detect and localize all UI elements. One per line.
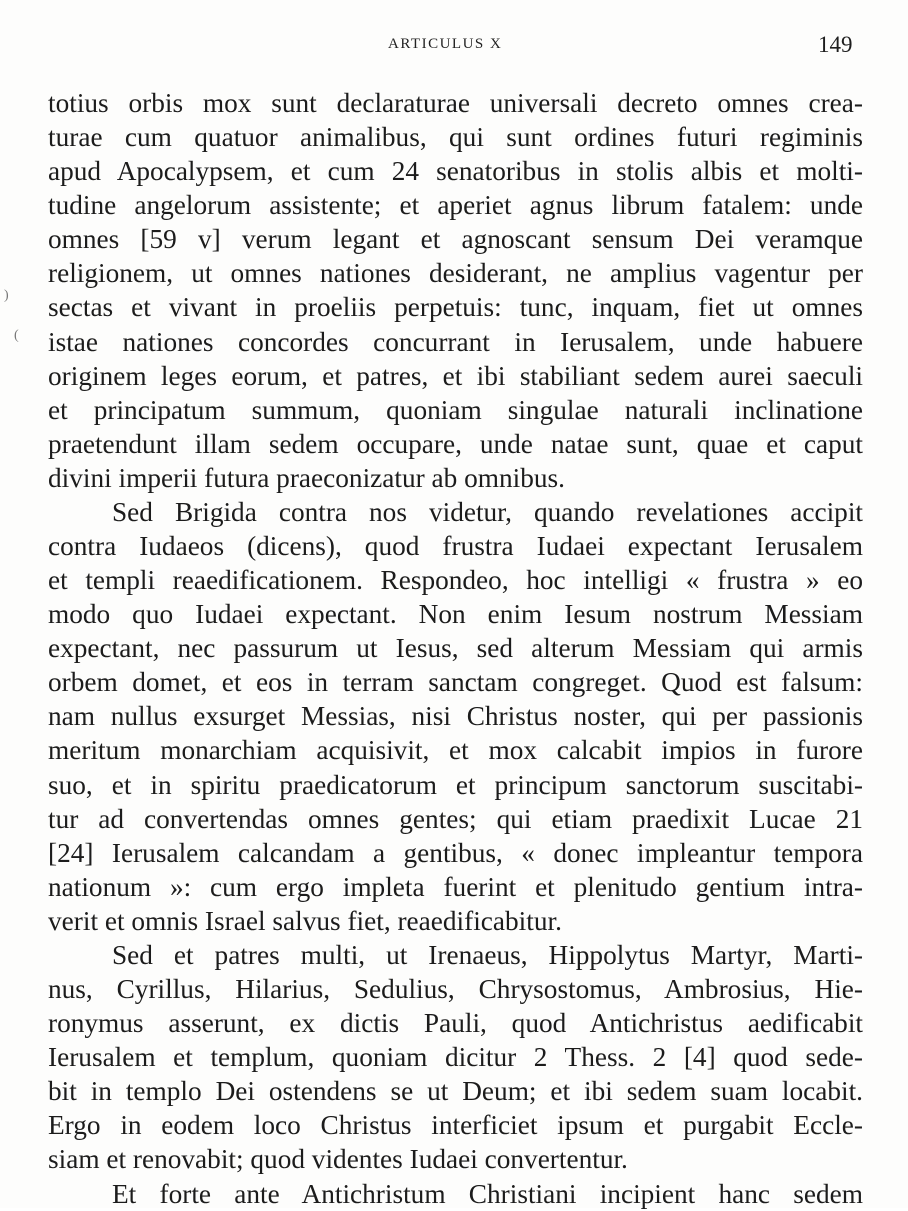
text-line: totius orbis mox sunt declaraturae universali decreto omnes crea-: [48, 88, 863, 118]
text-line: nus, Cyrillus, Hilarius, Sedulius, Chrysostomus, Ambrosius, Hie-: [48, 974, 863, 1005]
text-line: meritum monarchiam acquisivit, et mox calcabit impios in furore: [48, 735, 863, 766]
text-line: religionem, ut omnes nationes desiderant, ne amplius vagentur per: [48, 258, 863, 289]
text-line: omnes [59 v] verum legant et agnoscant sensum Dei veramque: [48, 224, 863, 255]
text-line: tur ad convertendas omnes gentes; qui etiam praedixit Lucae 21: [48, 803, 863, 834]
text-line: turae cum quatuor animalibus, qui sunt ordines futuri regiminis: [48, 122, 863, 153]
text-line: [24] Ierusalem calcandam a gentibus, « donec impleantur tempora: [48, 837, 863, 868]
text-line: praetendunt illam sedem occupare, unde natae sunt, quae et caput: [48, 428, 863, 459]
text-line: istae nationes concordes concurrant in Ierusalem, unde habuere: [48, 326, 863, 357]
margin-mark: ): [4, 288, 9, 303]
text-line: et principatum summum, quoniam singulae naturali inclinatione: [48, 394, 863, 425]
text-line: nationum »: cum ergo impleta fuerint et plenitudo gentium intra-: [48, 871, 863, 902]
text-line: Ierusalem et templum, quoniam dicitur 2 Thess. 2 [4] quod sede-: [48, 1042, 863, 1073]
running-head: [0, 34, 908, 58]
text-line: bit in templo Dei ostendens se ut Deum; et ibi sedem suam locabit.: [48, 1076, 863, 1107]
margin-mark: (: [14, 328, 19, 343]
text-line: Ergo in eodem loco Christus interficiet ipsum et purgabit Eccle-: [48, 1110, 863, 1141]
text-line: tudine angelorum assistente; et aperiet agnus librum fatalem: unde: [48, 190, 863, 221]
text-line: Sed Brigida contra nos videtur, quando revelationes accipit: [112, 496, 863, 527]
page-number: 149: [818, 32, 853, 57]
text-line: orbem domet, et eos in terram sanctam congreget. Quod est falsum:: [48, 667, 863, 698]
text-line: originem leges eorum, et patres, et ibi stabiliant sedem aurei saeculi: [48, 360, 863, 391]
text-line: nam nullus exsurget Messias, nisi Christus noster, qui per passionis: [48, 701, 863, 732]
text-line: divini imperii futura praeconizatur ab omnibus.: [48, 462, 565, 493]
body-text: [48, 86, 863, 1211]
text-line: expectant, nec passurum ut Iesus, sed alterum Messiam qui armis: [48, 633, 863, 664]
text-line: apud Apocalypsem, et cum 24 senatoribus in stolis albis et molti-: [48, 156, 863, 187]
text-line: verit et omnis Israel salvus fiet, reaedificabitur.: [48, 905, 562, 936]
text-line: suo, et in spiritu praedicatorum et principum sanctorum suscitabi-: [48, 769, 863, 800]
text-line: siam et renovabit; quod videntes Iudaei convertentur.: [48, 1144, 628, 1175]
text-line: sectas et vivant in proeliis perpetuis: tunc, inquam, fiet ut omnes: [48, 292, 863, 323]
running-title: ARTICULUS X: [388, 36, 503, 52]
text-line: Et forte ante Antichristum Christiani incipient hanc sedem: [112, 1178, 863, 1209]
text-line: contra Iudaeos (dicens), quod frustra Iudaei expectant Ierusalem: [48, 531, 863, 562]
text-line: et templi reaedificationem. Respondeo, hoc intelligi « frustra » eo: [48, 565, 863, 596]
text-line: ronymus asserunt, ex dictis Pauli, quod Antichristus aedificabit: [48, 1008, 863, 1039]
text-line: modo quo Iudaei expectant. Non enim Iesum nostrum Messiam: [48, 599, 863, 630]
text-line: Sed et patres multi, ut Irenaeus, Hippolytus Martyr, Marti-: [112, 939, 863, 970]
